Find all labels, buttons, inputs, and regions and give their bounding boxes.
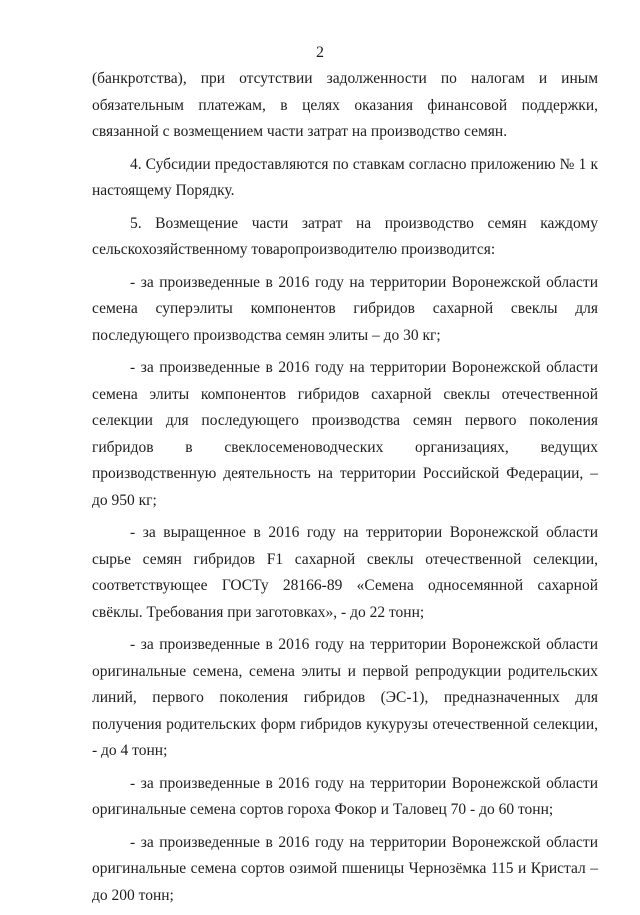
list-item-peas: - за произведенные в 2016 году на территории Воронежской области оригинальные семена сортов гороха Фокор и Таловец 70 - до 60 тонн; bbox=[92, 774, 598, 818]
list-item-corn: - за произведенные в 2016 году на территории Воронежской области оригинальные семена, семена элиты и первой репродукции родительских линий, первого поколения гибридов (ЭС-1), предназначенных для получения родительских форм гибридов кукурузы отечественной селекции, - до 4 тонн; bbox=[92, 636, 598, 759]
document-body bbox=[92, 66, 598, 915]
list-item-sugar-beet-elite: - за произведенные в 2016 году на территории Воронежской области семена элиты компонентов гибридов сахарной свеклы отечественной селекции для последующего производства семян первого поколения гибридов в свеклосеменоводческих организациях, ведущих производственную деятельность на территории Российской Федерации, – до 950 кг; bbox=[92, 359, 598, 509]
page-number: 2 bbox=[316, 44, 324, 61]
list-item-winter-wheat: - за произведенные в 2016 году на территории Воронежской области оригинальные семена сортов озимой пшеницы Чернозёмка 115 и Кристал – до 200 тонн; bbox=[92, 833, 598, 904]
paragraph-item-4: 4. Субсидии предоставляются по ставкам согласно приложению № 1 к настоящему Порядку. bbox=[92, 155, 598, 199]
paragraph-continuation: (банкротства), при отсутствии задолженности по налогам и иным обязательным платежам, в целях оказания финансовой поддержки, связанной с возмещением части затрат на производство семян. bbox=[92, 70, 598, 140]
list-item-sugar-beet-superelite: - за произведенные в 2016 году на территории Воронежской области семена суперэлиты компонентов гибридов сахарной свеклы для последующего производства семян элиты – до 30 кг; bbox=[92, 273, 598, 344]
list-item-sugar-beet-f1: - за выращенное в 2016 году на территории Воронежской области сырье семян гибридов F1 сахарной свеклы отечественной селекции, соответствующее ГОСТу 28166-89 «Семена односемянной сахарной свёклы. Требования при заготовках», - до 22 тонн; bbox=[92, 524, 598, 621]
paragraph-item-5: 5. Возмещение части затрат на производство семян каждому сельскохозяйственному товаропроизводителю производится: bbox=[92, 214, 598, 258]
